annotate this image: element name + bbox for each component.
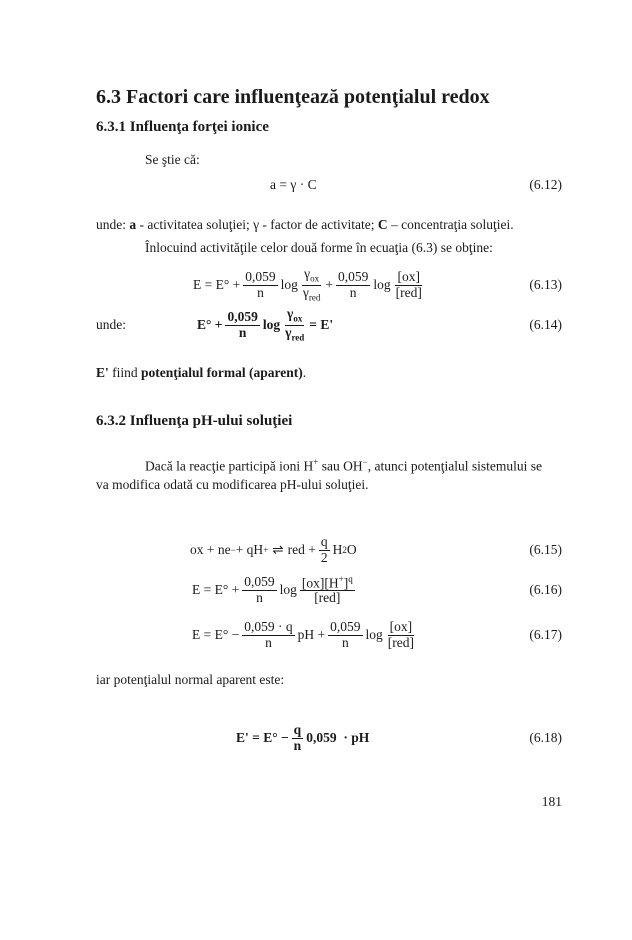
equation-6-15 bbox=[190, 530, 357, 570]
eq-term: log bbox=[279, 582, 297, 597]
eq-term: log bbox=[280, 277, 298, 292]
denominator: n bbox=[293, 737, 302, 753]
text: C bbox=[377, 217, 388, 232]
numerator: 0,059 bbox=[227, 309, 258, 325]
eq-term: = E' bbox=[309, 317, 334, 332]
eq-term: 0,059 · pH bbox=[306, 730, 370, 745]
text: - activitatea soluţiei; γ - factor de activitate; bbox=[136, 217, 378, 232]
subscript: red bbox=[308, 292, 321, 303]
fraction bbox=[243, 270, 277, 299]
eq-term: E = E° + bbox=[193, 277, 241, 292]
eq-term: ox + ne bbox=[190, 542, 231, 557]
equation-6-14 bbox=[197, 305, 333, 345]
numerator: q bbox=[320, 534, 328, 550]
eq-term: red + bbox=[287, 542, 316, 557]
fraction bbox=[301, 267, 322, 302]
denominator: 2 bbox=[320, 549, 328, 565]
fraction bbox=[225, 310, 259, 339]
denominator: n bbox=[349, 284, 357, 300]
subscript: red bbox=[291, 332, 305, 343]
eq-term: log bbox=[365, 627, 383, 642]
text: . bbox=[302, 365, 307, 380]
numerator: 0,059 bbox=[330, 619, 361, 635]
equation-6-16 bbox=[192, 570, 358, 610]
exponent: q bbox=[348, 573, 353, 584]
definition-text bbox=[96, 217, 514, 233]
fraction bbox=[300, 575, 355, 606]
numerator: 0,059 bbox=[244, 574, 275, 590]
fraction bbox=[283, 307, 306, 342]
numerator: [ox] bbox=[389, 619, 413, 635]
numerator: 0,059 bbox=[337, 269, 369, 285]
superscript: + bbox=[338, 573, 344, 584]
text: Dacă la reacţie participă ioni H bbox=[145, 458, 314, 474]
superscript: + bbox=[263, 545, 269, 555]
text: sau OH bbox=[318, 458, 363, 474]
eq-term: log bbox=[373, 277, 391, 292]
equation-6-17 bbox=[192, 615, 419, 655]
numerator: ] bbox=[343, 575, 349, 591]
equation-number: (6.13) bbox=[529, 277, 562, 292]
numerator: γ bbox=[287, 306, 294, 322]
denominator: γ bbox=[285, 324, 292, 340]
text: potenţialul formal (aparent) bbox=[141, 365, 303, 380]
equation-number: (6.17) bbox=[529, 627, 562, 642]
denominator: n bbox=[256, 589, 263, 605]
paragraph-line: va modifica odată cu modificarea pH-ului soluţiei. bbox=[96, 477, 369, 492]
equation-number: (6.16) bbox=[529, 582, 562, 597]
text: E' bbox=[96, 365, 109, 380]
equation-number: (6.14) bbox=[529, 317, 562, 332]
replace-text: Înlocuind activităţile celor două forme în ecuaţia (6.3) se obţine: bbox=[145, 240, 493, 255]
subscript: ox bbox=[293, 314, 303, 325]
text: fiind bbox=[108, 365, 142, 380]
eq-term: H bbox=[332, 542, 343, 557]
page-number: 181 bbox=[541, 794, 562, 809]
denominator: γ bbox=[302, 284, 309, 300]
fraction bbox=[242, 575, 276, 604]
superscript: + bbox=[313, 457, 319, 467]
denominator: n bbox=[341, 634, 349, 650]
eq-term: E = E° − bbox=[192, 627, 240, 642]
equation-6-12: a = γ · C bbox=[270, 177, 317, 192]
denominator: [red] bbox=[387, 634, 414, 650]
numerator: q bbox=[293, 722, 302, 738]
subsection-heading-ionic-strength: 6.3.1 Influenţa forţei ionice bbox=[96, 119, 269, 135]
eq-term: E = E° + bbox=[192, 582, 240, 597]
numerator: [ox][H bbox=[301, 575, 339, 591]
section-title: 6.3 Factori care influenţează potenţialul redox bbox=[96, 86, 490, 108]
numerator: 0,059 · q bbox=[244, 619, 293, 635]
eq-term: E' = E° − bbox=[236, 730, 289, 745]
paragraph-line bbox=[145, 457, 542, 475]
text: a bbox=[129, 217, 137, 232]
fraction bbox=[292, 723, 304, 752]
eq-term: log bbox=[262, 317, 281, 332]
denominator: [red] bbox=[395, 284, 422, 300]
numerator: 0,059 bbox=[245, 269, 276, 285]
eq-term: E° + bbox=[197, 317, 223, 332]
intro-text: Se ştie că: bbox=[145, 152, 200, 167]
numerator: γ bbox=[304, 266, 311, 282]
equation-number: (6.18) bbox=[529, 730, 562, 745]
equation-6-13 bbox=[193, 265, 427, 305]
text: unde: bbox=[96, 217, 130, 232]
fraction bbox=[242, 620, 294, 649]
eq-term: + bbox=[325, 277, 333, 292]
denominator: [red] bbox=[314, 590, 341, 606]
where-label: unde: bbox=[96, 317, 126, 332]
eq-term: + qH bbox=[235, 542, 264, 557]
fraction bbox=[319, 535, 330, 564]
formal-potential-text bbox=[96, 365, 306, 381]
subscript: ox bbox=[310, 274, 320, 285]
normal-potential-text: iar potenţialul normal aparent este: bbox=[96, 672, 285, 687]
text: , atunci potenţialul sistemului se bbox=[367, 458, 543, 474]
numerator: [ox] bbox=[397, 269, 420, 285]
text: – concentraţia soluţiei. bbox=[387, 217, 514, 232]
equation-number: (6.15) bbox=[529, 542, 562, 557]
eq-term: O bbox=[346, 542, 357, 557]
denominator: n bbox=[257, 284, 264, 300]
fraction bbox=[336, 270, 370, 299]
equation-number: (6.12) bbox=[529, 177, 562, 192]
fraction bbox=[386, 620, 416, 649]
eq-term: pH + bbox=[297, 627, 326, 642]
equation-6-18 bbox=[236, 718, 369, 758]
subsection-heading-ph: 6.3.2 Influenţa pH-ului soluţiei bbox=[96, 413, 293, 429]
fraction bbox=[328, 620, 362, 649]
subscript: 2 bbox=[342, 545, 347, 555]
superscript: − bbox=[362, 457, 368, 467]
denominator: n bbox=[265, 634, 272, 650]
fraction bbox=[394, 270, 424, 299]
superscript: − bbox=[230, 545, 236, 555]
denominator: n bbox=[238, 324, 247, 340]
equilibrium-arrow-icon: ⇌ bbox=[272, 542, 284, 557]
